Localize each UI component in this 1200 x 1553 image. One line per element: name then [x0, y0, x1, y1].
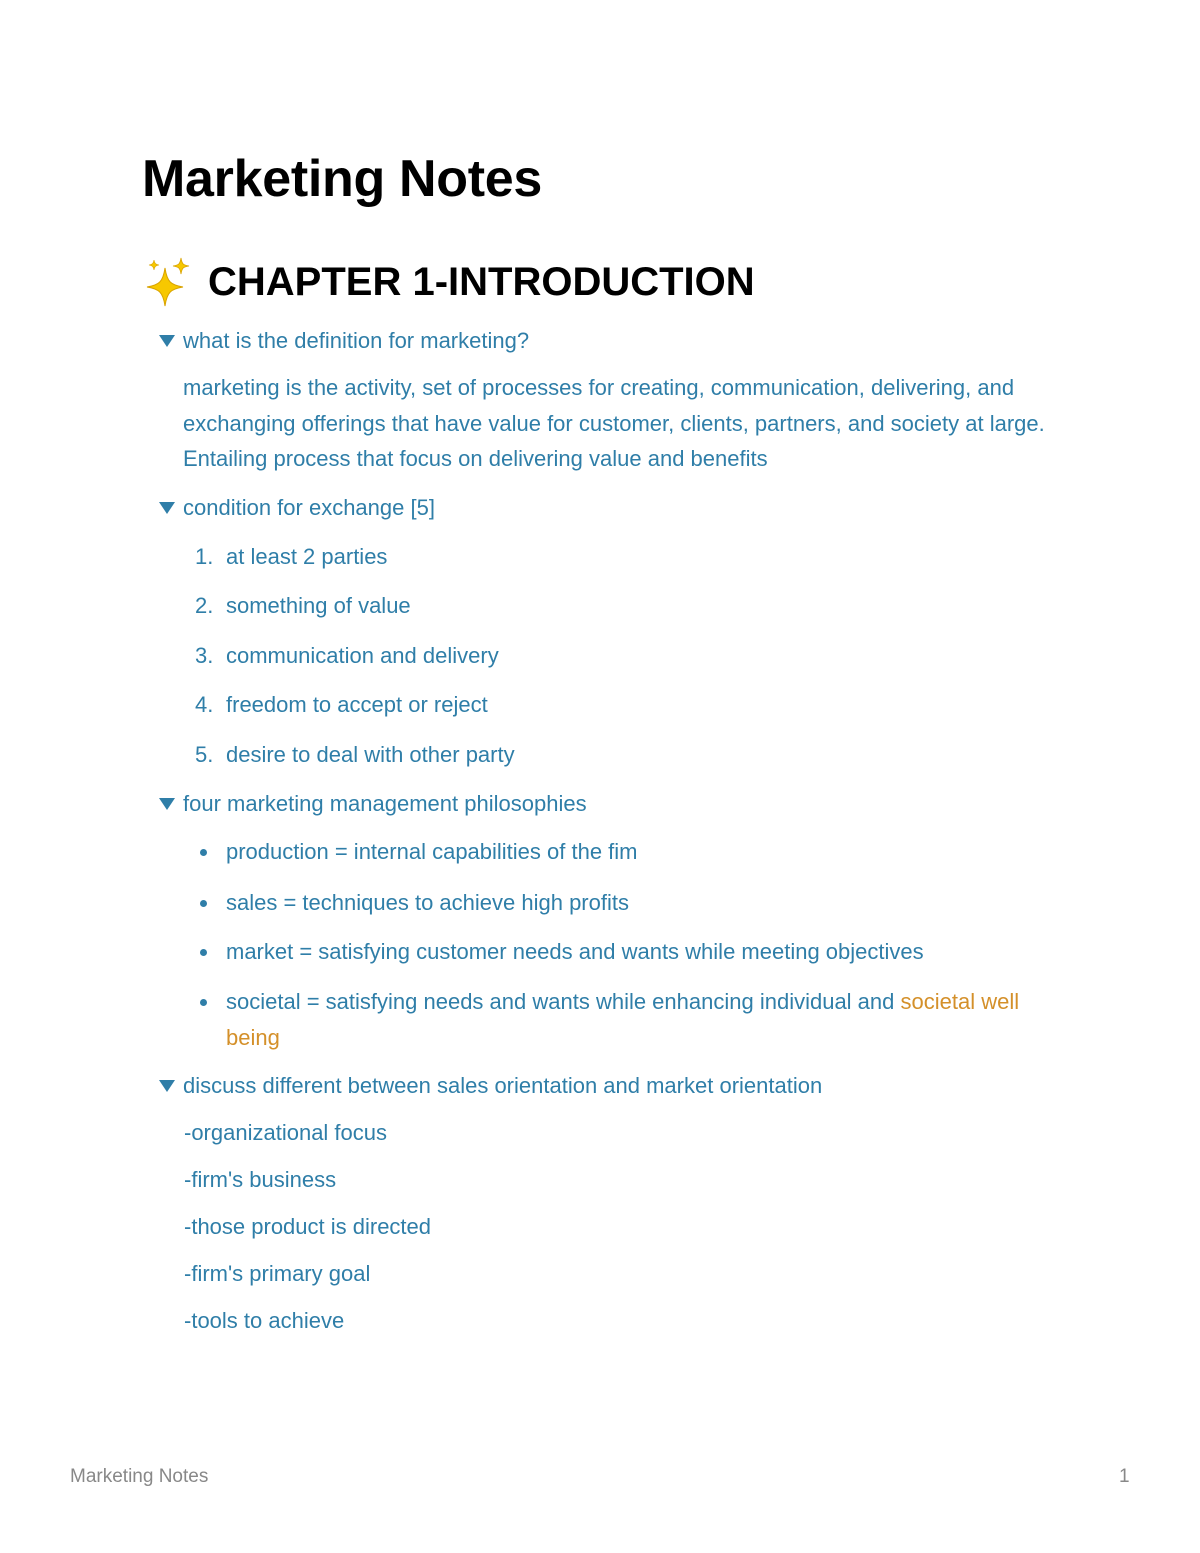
list-number: 3. [195, 643, 214, 668]
list-item-text: at least 2 parties [226, 544, 388, 569]
triangle-down-icon[interactable] [158, 1079, 176, 1093]
triangle-down-icon[interactable] [158, 501, 176, 515]
footer-title: Marketing Notes [70, 1466, 209, 1487]
list-number: 4. [195, 692, 214, 717]
triangle-down-icon[interactable] [158, 334, 176, 348]
chapter-heading [146, 256, 755, 308]
toggle-orientation[interactable] [158, 1071, 822, 1101]
sparkles-icon [146, 256, 190, 308]
list-number: 2. [195, 593, 214, 618]
list-item-text: something of value [226, 593, 411, 618]
bullet-dot [200, 949, 207, 956]
toggle-philosophies[interactable] [158, 789, 587, 819]
definition-text: marketing is the activity, set of processes for creating, communication, delivering, and exchanging offerings that have value for customer, clients, partners, and society at large. Entailing process that focus on delivering value and benefits [183, 375, 1045, 471]
orientation-line: -firm's business [184, 1167, 337, 1192]
bullet-item [183, 984, 1056, 1056]
toggle-definition[interactable] [158, 326, 529, 356]
bullet-item-text [226, 984, 1056, 1056]
list-number: 1. [195, 544, 214, 569]
toggle-label: what is the definition for marketing? [183, 328, 530, 353]
bullet-item [183, 885, 1056, 921]
toggle-label: four marketing management philosophies [183, 791, 587, 816]
list-item [183, 588, 1056, 624]
list-item [183, 737, 1056, 773]
list-item [183, 687, 1056, 723]
list-item-text: desire to deal with other party [226, 742, 515, 767]
orientation-line: -firm's primary goal [184, 1261, 371, 1286]
bullet-dot [200, 999, 207, 1006]
toggle-label: discuss different between sales orientation and market orientation [183, 1073, 823, 1098]
bullet-item [183, 834, 1056, 870]
toggle-label: condition for exchange [5] [183, 495, 435, 520]
page-title: Marketing Notes [142, 150, 543, 208]
bullet-item [183, 934, 1056, 970]
list-item [183, 638, 1056, 674]
list-item-text: freedom to accept or reject [226, 692, 488, 717]
list-item [183, 539, 1056, 575]
highlighted-text: societal well being [226, 989, 1020, 1050]
societal-text: societal = satisfying needs and wants while enhancing individual and [226, 989, 901, 1014]
bullet-item-text: market = satisfying customer needs and wants while meeting objectives [226, 939, 924, 964]
list-number: 5. [195, 742, 214, 767]
toggle-exchange[interactable] [158, 493, 435, 523]
bullet-dot [200, 849, 207, 856]
orientation-line: -tools to achieve [184, 1308, 345, 1333]
chapter-title: CHAPTER 1-INTRODUCTION [208, 260, 755, 304]
bullet-item-text: sales = techniques to achieve high profits [226, 890, 629, 915]
triangle-down-icon[interactable] [158, 797, 176, 811]
bullet-dot [200, 900, 207, 907]
bullet-item-text: production = internal capabilities of the fim [226, 839, 638, 864]
list-item-text: communication and delivery [226, 643, 499, 668]
page-number: 1 [1119, 1466, 1130, 1487]
orientation-line: -organizational focus [184, 1120, 388, 1145]
orientation-line: -those product is directed [184, 1214, 432, 1239]
